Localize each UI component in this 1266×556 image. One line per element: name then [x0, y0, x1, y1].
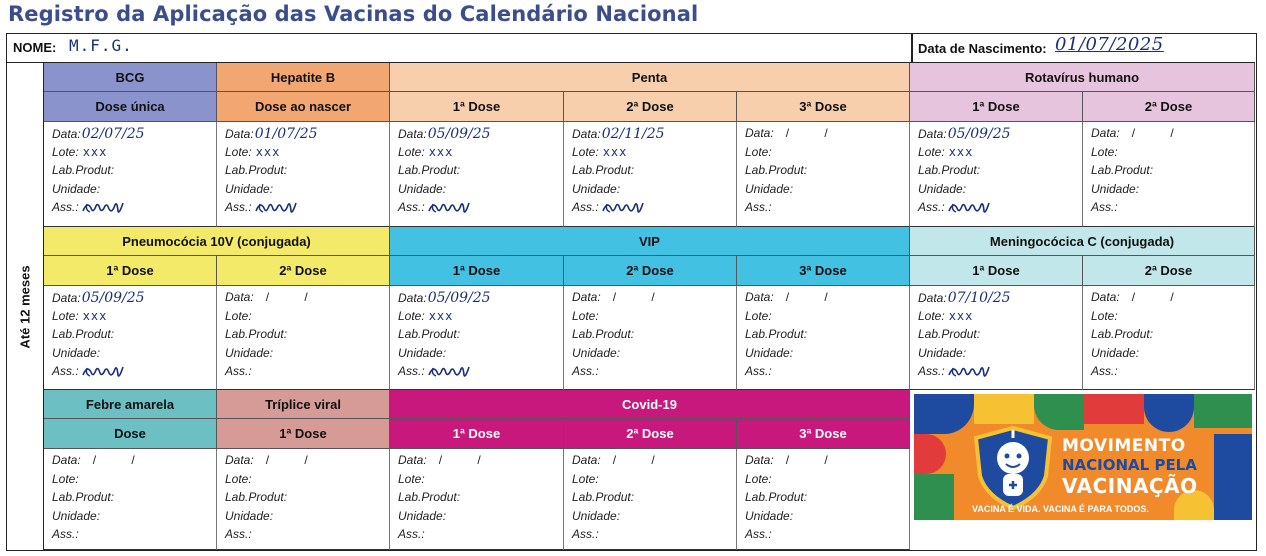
unidade-field[interactable]: [398, 509, 563, 528]
dose-covid-1: 1ª Dose: [390, 419, 564, 449]
lab-field-label: Lab.Produt:: [225, 163, 288, 178]
signature-icon: [945, 201, 991, 215]
lab-field[interactable]: [398, 490, 563, 509]
lab-field[interactable]: [225, 327, 389, 346]
lab-field[interactable]: [572, 163, 736, 182]
lab-field-label: Lab.Produt:: [398, 490, 461, 505]
dose-hepb-nascer: Dose ao nascer: [217, 92, 390, 122]
ass-field-label: Ass.:: [1091, 364, 1118, 379]
data-field[interactable]: [398, 453, 563, 472]
date-blank: / /: [1131, 126, 1190, 140]
data-field-label: Data:: [225, 453, 254, 467]
record-pneumo-2[interactable]: [217, 286, 390, 390]
lab-field[interactable]: [52, 490, 216, 509]
ass-field-label: Ass.:: [398, 364, 425, 379]
data-field[interactable]: [745, 126, 909, 145]
ass-field-label: Ass.:: [398, 200, 425, 215]
ass-field-label: Ass.:: [918, 200, 945, 215]
ass-field[interactable]: [225, 200, 389, 219]
unidade-field-label: Unidade:: [745, 508, 794, 523]
unidade-field-label: Unidade:: [398, 181, 447, 196]
banner-slogan: VACINA É VIDA. VACINA É PARA TODOS.: [972, 504, 1149, 514]
ass-field[interactable]: [745, 527, 909, 546]
record-covid-3[interactable]: [737, 449, 910, 550]
data-field[interactable]: [918, 290, 1082, 309]
date-blank: / /: [612, 453, 671, 467]
unidade-field[interactable]: [52, 509, 216, 528]
lab-field[interactable]: [1091, 327, 1254, 346]
data-field-label: Data:: [398, 127, 427, 141]
group-bcg: BCG: [44, 63, 217, 92]
lote-field[interactable]: [225, 309, 389, 328]
dose-covid-2: 2ª Dose: [564, 419, 737, 449]
lab-field[interactable]: [398, 163, 563, 182]
data-field-label: Data:: [225, 127, 254, 141]
unidade-field[interactable]: [398, 182, 563, 201]
unidade-field[interactable]: [52, 182, 216, 201]
data-field-label: Data:: [52, 291, 81, 305]
date-blank: / /: [265, 290, 324, 304]
unidade-field-label: Unidade:: [398, 345, 447, 360]
ass-field-label: Ass.:: [225, 200, 252, 215]
lote-field[interactable]: [572, 309, 736, 328]
lote-field-label: Lote:: [52, 471, 79, 486]
dose-penta-2: 2ª Dose: [564, 92, 737, 122]
data-field-label: Data:: [572, 453, 601, 467]
data-field[interactable]: [225, 126, 389, 145]
unidade-field[interactable]: [1091, 182, 1254, 201]
date-value: 02/11/25: [601, 126, 665, 142]
lab-field[interactable]: [52, 327, 216, 346]
lote-field-label: Lote:: [398, 471, 425, 486]
lote-field-label: Lote:: [745, 308, 772, 323]
unidade-field[interactable]: [225, 346, 389, 365]
unidade-field-label: Unidade:: [225, 508, 274, 523]
lote-value: xxx: [948, 144, 974, 159]
date-value: 01/07/25: [254, 126, 318, 142]
record-triplice-1[interactable]: [217, 449, 390, 550]
lote-field[interactable]: [1091, 145, 1254, 164]
record-penta-2[interactable]: [564, 122, 737, 227]
dose-bcg-unica: Dose única: [44, 92, 217, 122]
signature-icon: [252, 201, 298, 215]
unidade-field-label: Unidade:: [1091, 345, 1140, 360]
data-field-label: Data:: [745, 126, 774, 140]
unidade-field-label: Unidade:: [52, 345, 101, 360]
signature-icon: [425, 201, 471, 215]
data-field-label: Data:: [572, 290, 601, 304]
unidade-field-label: Unidade:: [745, 181, 794, 196]
date-blank: / /: [785, 126, 844, 140]
lote-field-label: Lote:: [572, 144, 599, 159]
unidade-field[interactable]: [225, 182, 389, 201]
data-field-label: Data:: [572, 127, 601, 141]
unidade-field[interactable]: [918, 346, 1082, 365]
ass-field[interactable]: [225, 527, 389, 546]
date-value: 02/07/25: [81, 126, 145, 142]
lote-field[interactable]: [398, 472, 563, 491]
dose-vip-1: 1ª Dose: [390, 256, 564, 286]
ass-field-label: Ass.:: [52, 200, 79, 215]
lote-value: xxx: [428, 308, 454, 323]
unidade-field[interactable]: [398, 346, 563, 365]
lote-field[interactable]: [918, 309, 1082, 328]
unidade-field-label: Unidade:: [918, 181, 967, 196]
data-field[interactable]: [745, 290, 909, 309]
unidade-field-label: Unidade:: [398, 508, 447, 523]
lab-field-label: Lab.Produt:: [1091, 327, 1154, 342]
unidade-field[interactable]: [572, 346, 736, 365]
record-febre[interactable]: [44, 449, 217, 550]
signature-icon: [945, 365, 991, 379]
lote-field[interactable]: [52, 309, 216, 328]
data-field-label: Data:: [1091, 126, 1120, 140]
dose-penta-3: 3ª Dose: [737, 92, 910, 122]
lab-field[interactable]: [745, 490, 909, 509]
lab-field[interactable]: [225, 490, 389, 509]
patient-header: [7, 34, 1255, 63]
date-blank: / /: [92, 453, 151, 467]
dose-menin-2: 2ª Dose: [1083, 256, 1255, 286]
unidade-field-label: Unidade:: [572, 181, 621, 196]
ass-field-label: Ass.:: [918, 364, 945, 379]
lote-field[interactable]: [398, 309, 563, 328]
ass-field[interactable]: [398, 200, 563, 219]
header-divider: [911, 34, 913, 63]
group-rotavirus: Rotavírus humano: [910, 63, 1255, 92]
data-field[interactable]: [52, 453, 216, 472]
lab-field[interactable]: [918, 327, 1082, 346]
group-covid: Covid-19: [390, 390, 910, 419]
record-vip-3[interactable]: [737, 286, 910, 390]
data-field[interactable]: [572, 453, 736, 472]
lote-value: xxx: [255, 144, 281, 159]
lote-field[interactable]: [52, 472, 216, 491]
ass-field-label: Ass.:: [745, 364, 772, 379]
record-penta-3[interactable]: [737, 122, 910, 227]
unidade-field[interactable]: [572, 509, 736, 528]
unidade-field-label: Unidade:: [572, 345, 621, 360]
data-field[interactable]: [398, 126, 563, 145]
date-blank: / /: [785, 453, 844, 467]
lab-field-label: Lab.Produt:: [52, 327, 115, 342]
vaccination-campaign-banner: [914, 394, 1252, 520]
lab-field-label: Lab.Produt:: [572, 490, 635, 505]
ass-field-label: Ass.:: [1091, 200, 1118, 215]
ass-field[interactable]: [918, 364, 1082, 383]
dose-triplice-1: 1ª Dose: [217, 419, 390, 449]
data-field-label: Data:: [1091, 290, 1120, 304]
data-field[interactable]: [745, 453, 909, 472]
banner-title-line2: NACIONAL PELA: [1062, 456, 1197, 474]
ass-field-label: Ass.:: [572, 364, 599, 379]
unidade-field-label: Unidade:: [1091, 181, 1140, 196]
data-field[interactable]: [572, 126, 736, 145]
unidade-field[interactable]: [52, 346, 216, 365]
lote-field-label: Lote:: [52, 144, 79, 159]
group-vip: VIP: [390, 227, 910, 256]
data-field-label: Data:: [398, 453, 427, 467]
lote-field-label: Lote:: [225, 308, 252, 323]
data-field-label: Data:: [52, 127, 81, 141]
record-hepb[interactable]: [217, 122, 390, 227]
date-blank: / /: [1131, 290, 1190, 304]
lote-value: xxx: [428, 144, 454, 159]
lote-field-label: Lote:: [918, 144, 945, 159]
unidade-field[interactable]: [1091, 346, 1254, 365]
lab-field[interactable]: [398, 327, 563, 346]
record-vip-2[interactable]: [564, 286, 737, 390]
lab-field-label: Lab.Produt:: [52, 163, 115, 178]
lote-field[interactable]: [225, 472, 389, 491]
date-value: 05/09/25: [427, 290, 491, 306]
lote-field[interactable]: [745, 145, 909, 164]
date-value: 05/09/25: [81, 290, 145, 306]
record-covid-2[interactable]: [564, 449, 737, 550]
lote-field-label: Lote:: [52, 308, 79, 323]
signature-icon: [79, 365, 125, 379]
lote-field-label: Lote:: [398, 308, 425, 323]
ass-field-label: Ass.:: [225, 527, 252, 542]
banner-title-line1: MOVIMENTO: [1062, 436, 1186, 456]
banner-title-line3: VACINAÇÃO: [1062, 474, 1198, 498]
ass-field-label: Ass.:: [745, 527, 772, 542]
unidade-field-label: Unidade:: [225, 181, 274, 196]
ass-field-label: Ass.:: [745, 200, 772, 215]
lab-field[interactable]: [918, 163, 1082, 182]
mascot-shield-icon: [970, 424, 1056, 510]
lab-field[interactable]: [1091, 163, 1254, 182]
ass-field[interactable]: [745, 364, 909, 383]
unidade-field[interactable]: [572, 182, 736, 201]
unidade-field[interactable]: [918, 182, 1082, 201]
lote-field[interactable]: [225, 145, 389, 164]
lote-value: xxx: [82, 144, 108, 159]
lote-field[interactable]: [745, 472, 909, 491]
dob-label: Data de Nascimento:: [918, 41, 1047, 56]
ass-field[interactable]: [52, 527, 216, 546]
ass-field-label: Ass.:: [572, 200, 599, 215]
dob-value[interactable]: 01/07/2025: [1055, 34, 1164, 55]
lote-field[interactable]: [572, 145, 736, 164]
lote-field-label: Lote:: [398, 144, 425, 159]
lote-field-label: Lote:: [745, 471, 772, 486]
unidade-field[interactable]: [225, 509, 389, 528]
ass-field[interactable]: [572, 364, 736, 383]
record-rota-2[interactable]: [1083, 122, 1255, 227]
record-menin-2[interactable]: [1083, 286, 1255, 390]
lab-field-label: Lab.Produt:: [745, 163, 808, 178]
lote-field-label: Lote:: [918, 308, 945, 323]
ass-field[interactable]: [745, 200, 909, 219]
data-field-label: Data:: [398, 291, 427, 305]
lab-field-label: Lab.Produt:: [52, 490, 115, 505]
dose-pneumo-1: 1ª Dose: [44, 256, 217, 286]
lote-value: xxx: [82, 308, 108, 323]
lote-field-label: Lote:: [1091, 144, 1118, 159]
data-field[interactable]: [52, 290, 216, 309]
ass-field[interactable]: [572, 200, 736, 219]
lab-field[interactable]: [52, 163, 216, 182]
data-field-label: Data:: [225, 290, 254, 304]
ass-field[interactable]: [52, 364, 216, 383]
data-field[interactable]: [1091, 126, 1254, 145]
lote-field-label: Lote:: [225, 144, 252, 159]
dose-penta-1: 1ª Dose: [390, 92, 564, 122]
date-value: 07/10/25: [947, 290, 1011, 306]
record-rota-1[interactable]: [910, 122, 1083, 227]
record-vip-1[interactable]: [390, 286, 564, 390]
data-field-label: Data:: [745, 453, 774, 467]
lab-field-label: Lab.Produt:: [572, 163, 635, 178]
age-label: Até 12 meses: [17, 264, 33, 349]
ass-field[interactable]: [398, 364, 563, 383]
unidade-field[interactable]: [745, 346, 909, 365]
dose-vip-2: 2ª Dose: [564, 256, 737, 286]
dose-pneumo-2: 2ª Dose: [217, 256, 390, 286]
date-blank: / /: [612, 290, 671, 304]
date-value: 05/09/25: [947, 126, 1011, 142]
signature-icon: [599, 201, 645, 215]
unidade-field-label: Unidade:: [52, 181, 101, 196]
lab-field-label: Lab.Produt:: [225, 490, 288, 505]
dose-rota-2: 2ª Dose: [1083, 92, 1255, 122]
name-label: NOME:: [13, 40, 57, 55]
group-triplice-viral: Tríplice viral: [217, 390, 390, 419]
age-side-strip: [7, 63, 44, 550]
ass-field-label: Ass.:: [225, 364, 252, 379]
group-hepatite-b: Hepatite B: [217, 63, 390, 92]
lab-field-label: Lab.Produt:: [745, 327, 808, 342]
date-blank: / /: [265, 453, 324, 467]
ass-field-label: Ass.:: [398, 527, 425, 542]
group-febre-amarela: Febre amarela: [44, 390, 217, 419]
lote-field-label: Lote:: [572, 471, 599, 486]
ass-field[interactable]: [572, 527, 736, 546]
lote-field[interactable]: [572, 472, 736, 491]
lab-field[interactable]: [225, 163, 389, 182]
lab-field-label: Lab.Produt:: [225, 327, 288, 342]
lote-field[interactable]: [918, 145, 1082, 164]
date-blank: / /: [438, 453, 497, 467]
unidade-field-label: Unidade:: [918, 345, 967, 360]
ass-field-label: Ass.:: [52, 364, 79, 379]
data-field[interactable]: [225, 290, 389, 309]
record-pneumo-1[interactable]: [44, 286, 217, 390]
lab-field-label: Lab.Produt:: [398, 327, 461, 342]
name-value[interactable]: M.F.G.: [69, 36, 133, 55]
unidade-field-label: Unidade:: [572, 508, 621, 523]
record-bcg[interactable]: [44, 122, 217, 227]
dose-covid-3: 3ª Dose: [737, 419, 910, 449]
dose-rota-1: 1ª Dose: [910, 92, 1083, 122]
lote-field[interactable]: [745, 309, 909, 328]
data-field-label: Data:: [52, 453, 81, 467]
ass-field[interactable]: [225, 364, 389, 383]
lote-field-label: Lote:: [572, 308, 599, 323]
dose-vip-3: 3ª Dose: [737, 256, 910, 286]
ass-field[interactable]: [52, 200, 216, 219]
lote-field[interactable]: [398, 145, 563, 164]
data-field-label: Data:: [918, 127, 947, 141]
lote-field[interactable]: [52, 145, 216, 164]
ass-field[interactable]: [918, 200, 1082, 219]
signature-icon: [425, 365, 471, 379]
page-title: Registro da Aplicação das Vacinas do Calendário Nacional: [8, 2, 699, 26]
lab-field-label: Lab.Produt:: [572, 327, 635, 342]
data-field[interactable]: [572, 290, 736, 309]
lab-field-label: Lab.Produt:: [398, 163, 461, 178]
data-field[interactable]: [398, 290, 563, 309]
unidade-field-label: Unidade:: [225, 345, 274, 360]
lote-field-label: Lote:: [745, 144, 772, 159]
lab-field-label: Lab.Produt:: [918, 327, 981, 342]
lote-value: xxx: [602, 144, 628, 159]
lab-field[interactable]: [572, 490, 736, 509]
unidade-field[interactable]: [745, 182, 909, 201]
date-blank: / /: [785, 290, 844, 304]
lab-field[interactable]: [745, 327, 909, 346]
data-field[interactable]: [918, 126, 1082, 145]
ass-field[interactable]: [1091, 364, 1254, 383]
dose-menin-1: 1ª Dose: [910, 256, 1083, 286]
data-field[interactable]: [52, 126, 216, 145]
record-menin-1[interactable]: [910, 286, 1083, 390]
data-field-label: Data:: [918, 291, 947, 305]
signature-icon: [79, 201, 125, 215]
lote-value: xxx: [948, 308, 974, 323]
data-field[interactable]: [225, 453, 389, 472]
unidade-field-label: Unidade:: [52, 508, 101, 523]
ass-field-label: Ass.:: [572, 527, 599, 542]
record-penta-1[interactable]: [390, 122, 564, 227]
unidade-field-label: Unidade:: [745, 345, 794, 360]
lab-field[interactable]: [572, 327, 736, 346]
lote-field-label: Lote:: [225, 471, 252, 486]
lab-field-label: Lab.Produt:: [918, 163, 981, 178]
lab-field-label: Lab.Produt:: [1091, 163, 1154, 178]
record-covid-1[interactable]: [390, 449, 564, 550]
vaccine-record-card: [6, 33, 1257, 551]
ass-field[interactable]: [1091, 200, 1254, 219]
ass-field[interactable]: [398, 527, 563, 546]
dose-febre: Dose: [44, 419, 217, 449]
group-meningococica: Meningocócica C (conjugada): [910, 227, 1255, 256]
lote-field[interactable]: [1091, 309, 1254, 328]
data-field-label: Data:: [745, 290, 774, 304]
lote-field-label: Lote:: [1091, 308, 1118, 323]
data-field[interactable]: [1091, 290, 1254, 309]
date-value: 05/09/25: [427, 126, 491, 142]
lab-field[interactable]: [745, 163, 909, 182]
ass-field-label: Ass.:: [52, 527, 79, 542]
group-pneumococica: Pneumocócia 10V (conjugada): [44, 227, 390, 256]
group-penta: Penta: [390, 63, 910, 92]
lab-field-label: Lab.Produt:: [745, 490, 808, 505]
unidade-field[interactable]: [745, 509, 909, 528]
